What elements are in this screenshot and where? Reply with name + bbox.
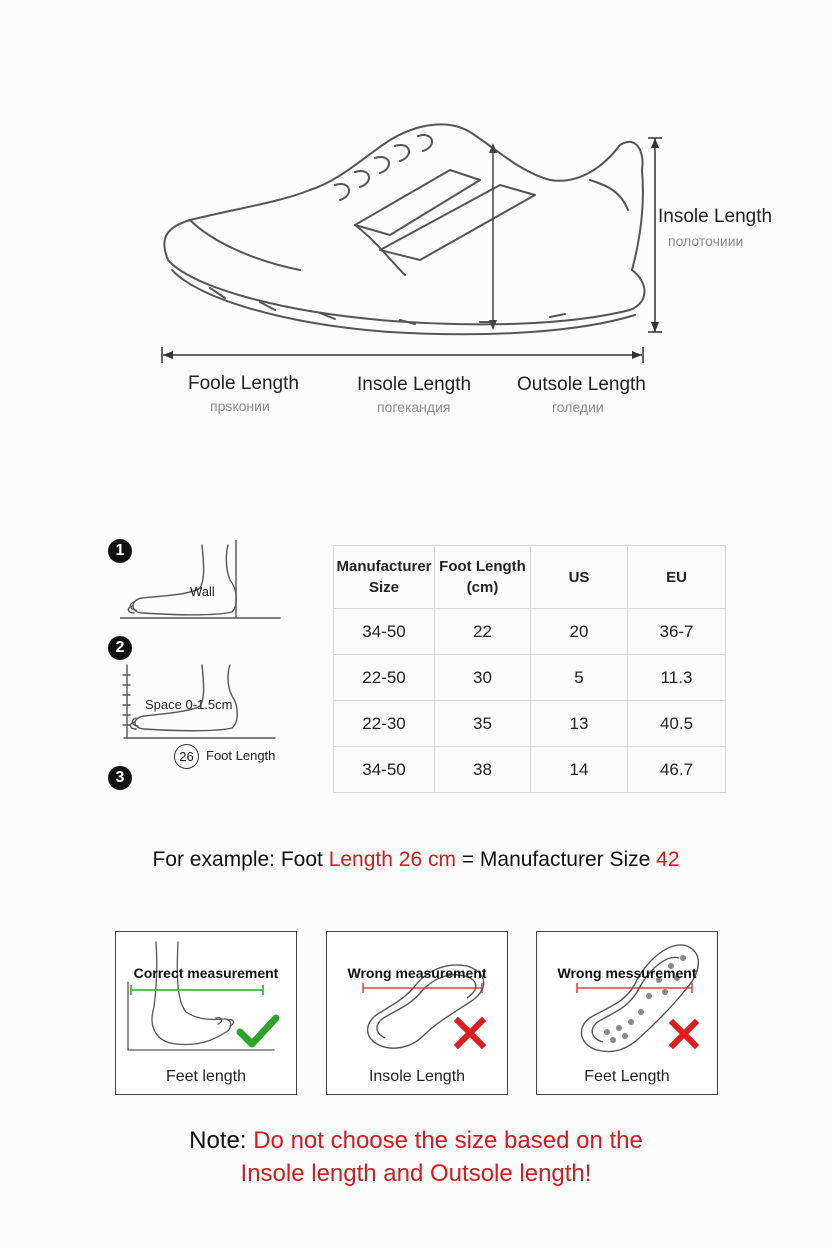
header-foot-length: Foot Length (cm) [435, 546, 531, 609]
table-cell: 40.5 [628, 701, 726, 747]
foot-length-badge: 26 [174, 744, 199, 769]
note-line-1: Do not choose the size based on the [246, 1127, 643, 1154]
length-arrow [155, 345, 650, 365]
box-title: Wrong measurement [347, 965, 487, 981]
example-part-3: = Manufacturer Size [455, 848, 657, 871]
table-cell: 36-7 [628, 609, 726, 655]
size-table [333, 545, 726, 793]
table-cell: 34-50 [334, 747, 435, 793]
size-note [0, 1124, 832, 1190]
example-part-2: Length 26 cm [328, 848, 456, 871]
table-cell: 46.7 [628, 747, 726, 793]
foole-length-label: Foole Length [188, 373, 299, 394]
table-cell: 34-50 [334, 609, 435, 655]
box-footer: Insole Length [368, 1068, 466, 1085]
table-cell: 22-50 [334, 655, 435, 701]
step-2-badge: 2 [108, 636, 132, 660]
check-icon [240, 1018, 276, 1044]
box-title: Wrong messurement [557, 965, 697, 981]
step-1-badge: 1 [108, 539, 132, 563]
correct-measurement-box [115, 931, 297, 1095]
header-us: US [531, 546, 628, 609]
table-cell: 30 [435, 655, 531, 701]
box-footer: Feet length [165, 1068, 247, 1085]
table-cell: 35 [435, 701, 531, 747]
shoe-illustration [150, 110, 670, 350]
table-cell: 14 [531, 747, 628, 793]
note-label: Note: [189, 1127, 247, 1154]
box-footer: Feet Length [584, 1068, 670, 1085]
example-part-1: For example: Foot [152, 848, 329, 871]
step-3-badge: 3 [108, 766, 132, 790]
insole-length-sub-right: полоточиии [668, 233, 744, 249]
insole-length-label-right: Insole Length [658, 206, 773, 227]
note-line-2: Insole length and Outsole length! [240, 1160, 592, 1187]
wrong-insole-measurement-box [326, 931, 508, 1095]
table-cell: 5 [531, 655, 628, 701]
header-manufacturer-size: Manufacturer Size [334, 546, 435, 609]
insole-length-sub: погекандия [377, 399, 451, 415]
table-cell: 38 [435, 747, 531, 793]
header-eu: EU [628, 546, 726, 609]
table-header-row [334, 546, 726, 609]
cross-icon [673, 1023, 695, 1045]
table-cell: 22 [435, 609, 531, 655]
table-cell: 20 [531, 609, 628, 655]
space-label: Space 0-1.5cm [145, 697, 233, 712]
table-cell: 22-30 [334, 701, 435, 747]
step-1-foot-illustration [120, 540, 285, 625]
example-text [0, 848, 832, 872]
table-cell: 11.3 [628, 655, 726, 701]
insole-length-label: Insole Length [357, 374, 472, 395]
box-title: Correct measurement [133, 965, 279, 981]
table-row [334, 747, 726, 793]
wall-label: Wall [190, 584, 215, 599]
table-row [334, 655, 726, 701]
outsole-length-sub: голедии [552, 399, 604, 415]
outsole-length-label: Outsole Length [517, 374, 646, 395]
wrong-outsole-measurement-box [536, 931, 718, 1095]
table-row [334, 701, 726, 747]
table-cell: 13 [531, 701, 628, 747]
example-part-4: 42 [656, 848, 680, 871]
table-row [334, 609, 726, 655]
foole-length-sub: прsконии [210, 398, 270, 414]
cross-icon [458, 1021, 482, 1045]
foot-length-label: Foot Length [206, 748, 276, 763]
